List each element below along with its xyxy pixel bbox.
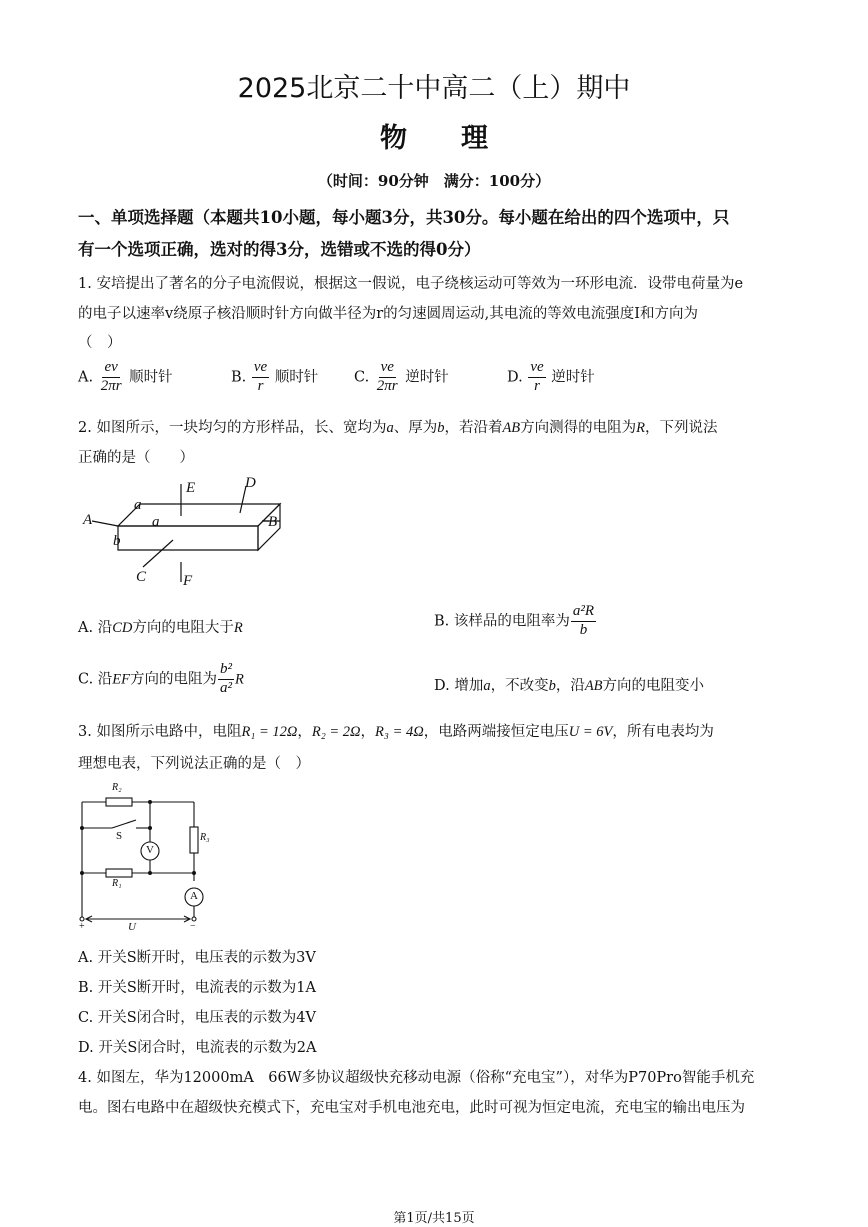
q2-stem-line1: 2. 如图所示，一块均匀的方形样品，长、宽均为a、厚为b，若沿着AB方向测得的电阻为R，下列说法 <box>78 420 718 436</box>
subject-title: 物 理 <box>380 123 488 154</box>
q3-stem-line2: 理想电表，下列说法正确的是（ ） <box>78 756 310 772</box>
resistor-r1 <box>106 869 132 877</box>
junction-2 <box>148 826 152 830</box>
q3-option-d: D. 开关S闭合时，电流表的示数为2A <box>78 1040 317 1056</box>
q2-label-E: E <box>186 480 196 496</box>
q2-label-B: B <box>268 514 278 530</box>
q1-stem-line1: 1. 安培提出了著名的分子电流假说，根据这一假说，电子绕核运动可等效为一环形电流．设带电荷量为e <box>78 276 744 292</box>
q3-label-a: A <box>190 890 198 902</box>
q1-stem-line3: （ ） <box>78 335 122 351</box>
q2-label-F: F <box>183 573 193 589</box>
q3-label-r2: R₂ <box>112 782 122 793</box>
q3-stem-line1: 3. 如图所示电路中，电阻R₁ = 12Ω，R₂ = 2Ω，R₃ = 4Ω，电路两端接恒定电压U = 6V，所有电表均为 <box>78 724 714 740</box>
resistor-r2 <box>106 798 132 806</box>
q1-option-c: C. $\frac{ve}{2\pi r}$ 逆时针 <box>354 359 449 394</box>
q3-option-b: B. 开关S断开时，电流表的示数为1A <box>78 980 317 996</box>
q3-label-r3: R₃ <box>200 832 210 843</box>
page-number: 第1页/共15页 <box>393 1211 475 1226</box>
junction-4 <box>80 871 84 875</box>
q1-stem-line2: 的电子以速率v绕原子核沿顺时针方向做半径为r的匀速圆周运动,其电流的等效电流强度I和方向为 <box>78 306 698 322</box>
q3-label-s: S <box>116 830 123 842</box>
q2-label-a-top: a <box>134 497 142 513</box>
q1-option-d: D. $\frac{ve}{r}$ 逆时针 <box>507 359 595 394</box>
q4-stem-line2: 电。图右电路中在超级快充模式下，充电宝对手机电池充电，此时可视为恒定电流，充电宝的输出电压为 <box>78 1100 745 1116</box>
q3-option-a: A. 开关S断开时，电压表的示数为3V <box>78 950 316 966</box>
q2-option-d: D. 增加a，不改变b，沿AB方向的电阻变小 <box>434 678 705 694</box>
switch-blade <box>112 820 136 828</box>
resistor-r3 <box>190 827 198 853</box>
q4-stem-line1: 4. 如图左，华为12000mA 66W多协议超级快充移动电源（俗称“充电宝”），对华为P70Pro智能手机充 <box>78 1070 755 1086</box>
q2-option-a: A. 沿CD方向的电阻大于R <box>78 620 243 636</box>
q1-option-b: B. $\frac{ve}{r}$ 顺时针 <box>231 359 319 394</box>
section-heading: 一、单项选择题（本题共10小题，每小题3分，共30分。每小题在给出的四个选项中，只 <box>78 208 730 227</box>
q3-label-u: U <box>128 921 136 933</box>
q3-option-c: C. 开关S闭合时，电压表的示数为4V <box>78 1010 316 1026</box>
time-info: （时间：90分钟 满分：100分） <box>317 172 551 190</box>
page-title: 2025北京二十中高二（上）期中 <box>237 73 631 104</box>
q3-label-plus: + <box>79 921 85 932</box>
q3-label-r1: R₁ <box>112 878 122 889</box>
q2-stem-line2: 正确的是（ ） <box>78 450 194 466</box>
q2-option-c: C. 沿EF方向的电阻为 $\frac{\text{b²}}{\text{a²}}$ R <box>78 661 244 696</box>
q1-option-a: A. $\frac{ev}{2\pi r}$ 顺时针 <box>78 359 173 394</box>
q3-label-v: V <box>146 844 154 856</box>
junction-6 <box>192 871 196 875</box>
q2-option-b: B. 该样品的电阻率为 $\frac{\text{a²R}}{b}$ <box>434 603 595 638</box>
slab-top-face <box>118 504 280 526</box>
junction-1 <box>80 826 84 830</box>
q2-label-A: A <box>83 512 93 528</box>
q2-label-D: D <box>245 475 256 491</box>
q3-label-minus: − <box>190 921 196 932</box>
q2-label-C: C <box>136 569 147 585</box>
section-heading-cont: 有一个选项正确，选对的得3分，选错或不选的得0分） <box>78 240 481 259</box>
q2-label-b-side: b <box>113 533 121 549</box>
q2-label-a-side: a <box>152 514 160 530</box>
slab-front-face <box>118 526 258 550</box>
lead-c <box>143 540 173 567</box>
q3-circuit-figure <box>74 784 224 934</box>
junction-5 <box>148 871 152 875</box>
lead-a <box>92 521 118 526</box>
junction-3 <box>148 800 152 804</box>
